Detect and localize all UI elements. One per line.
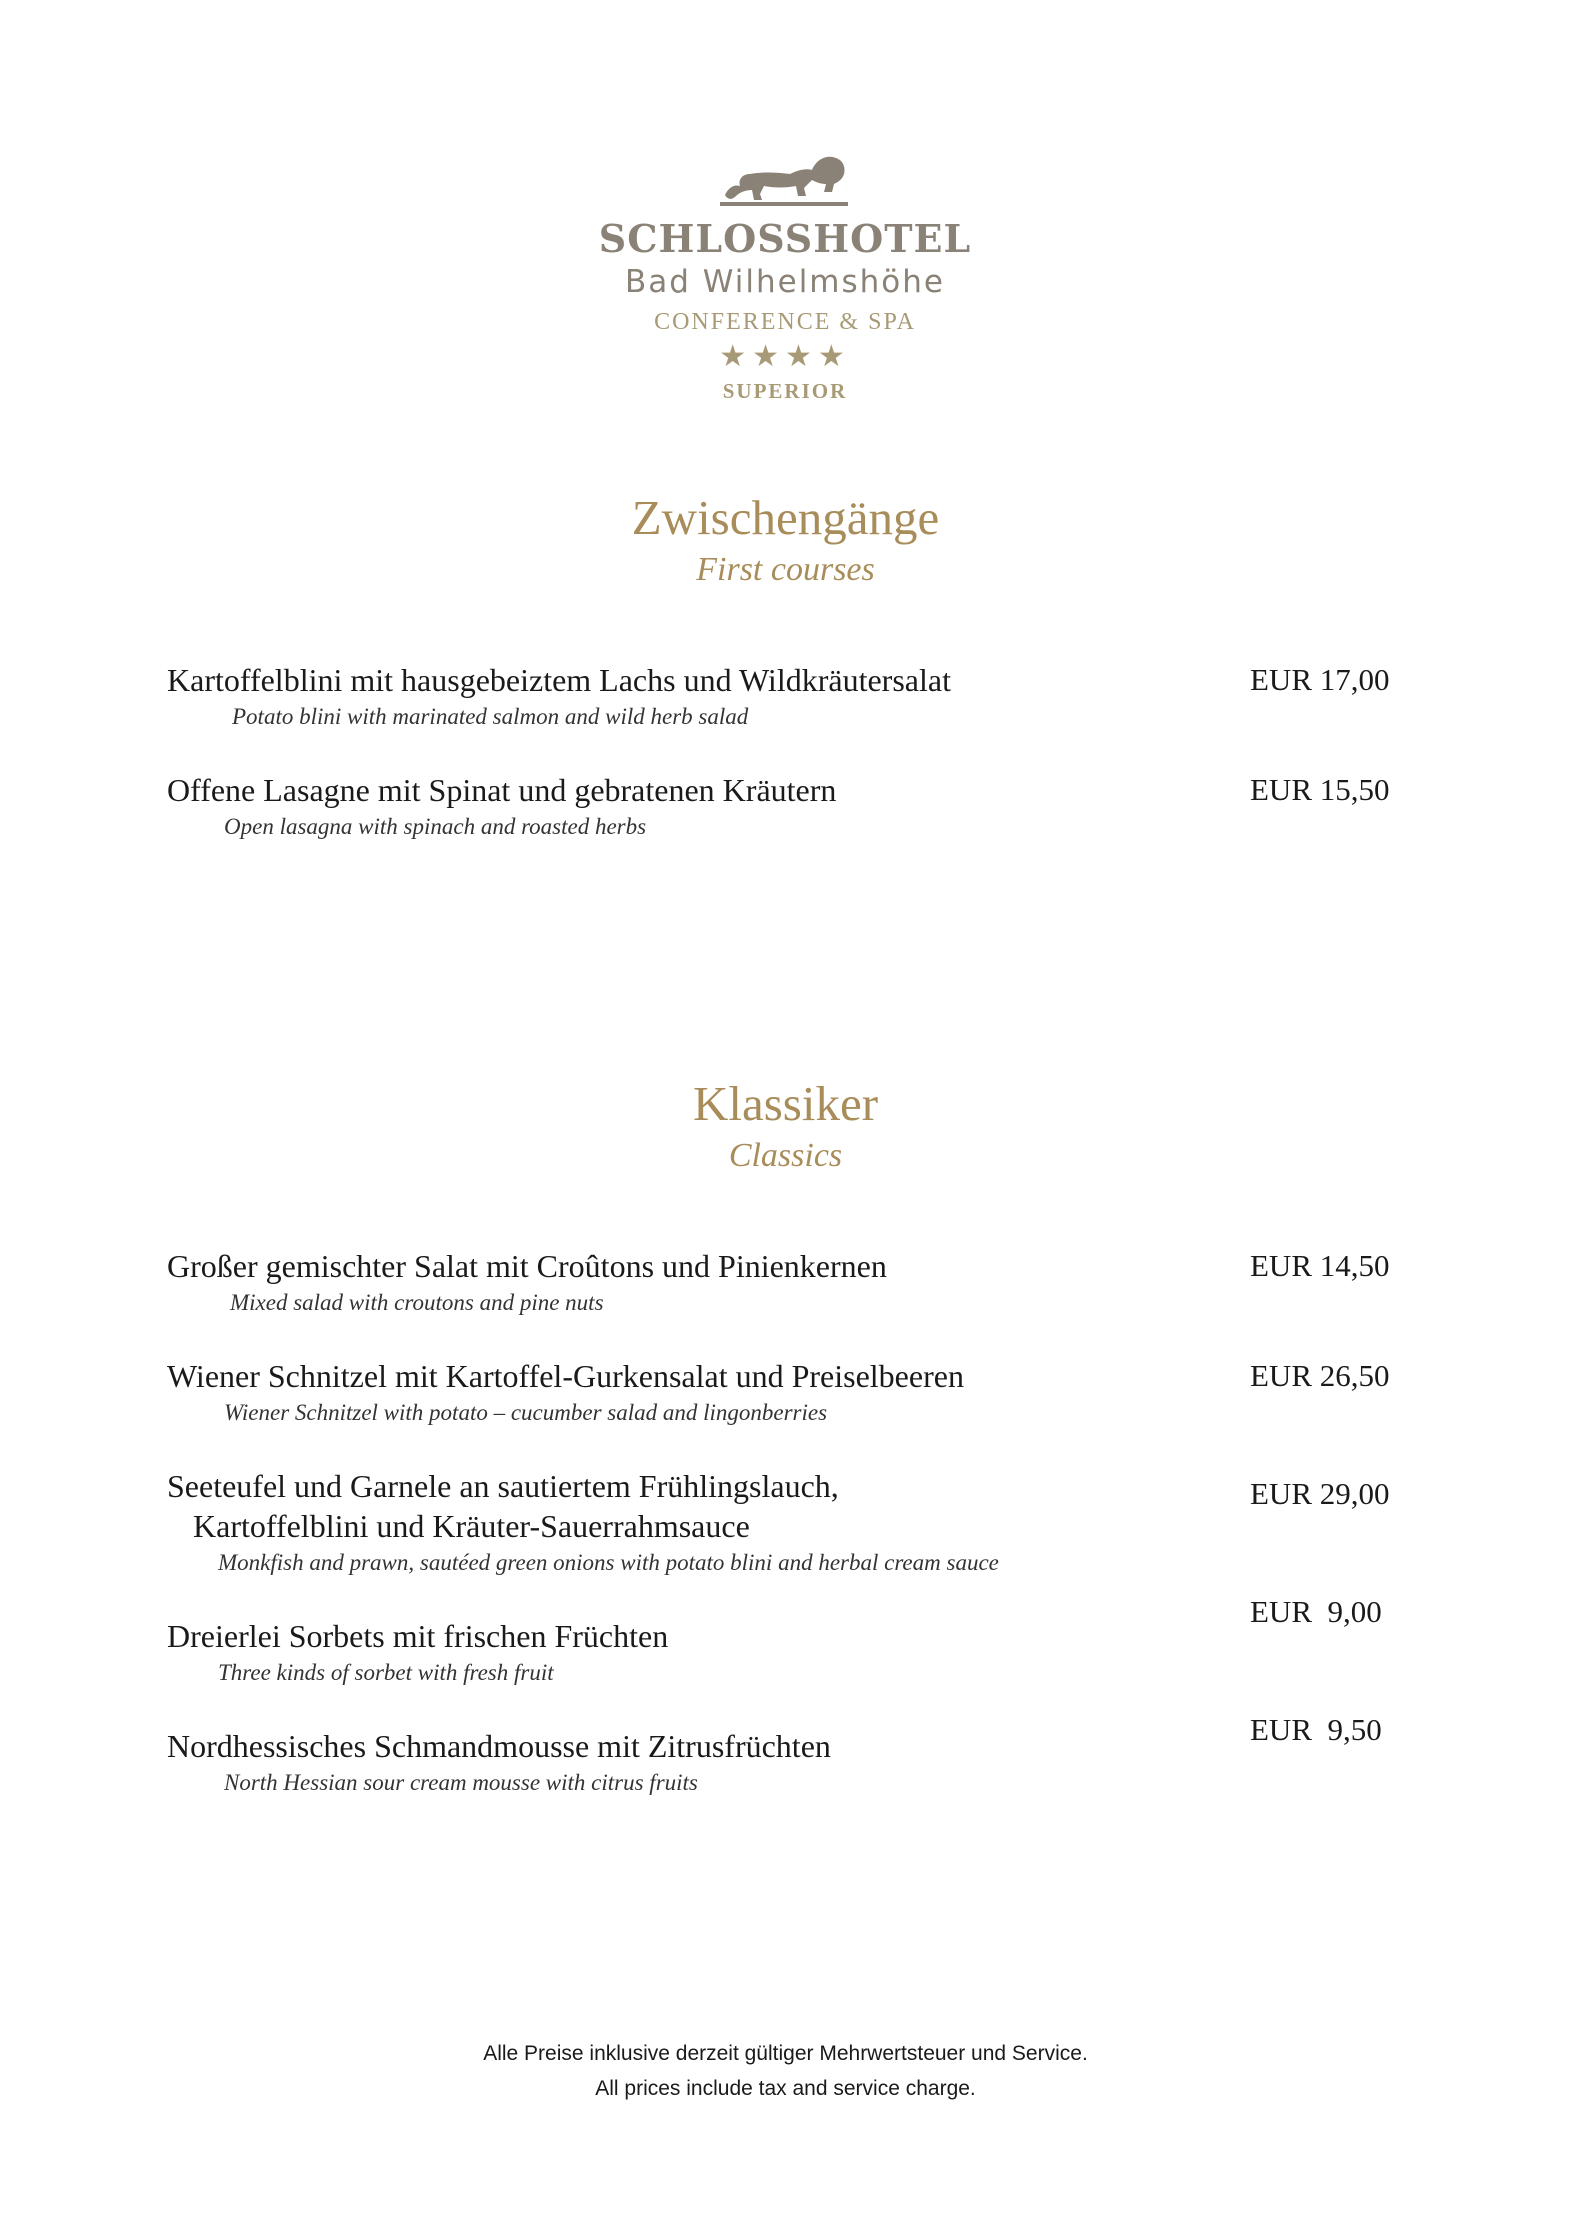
section-subtitle: First courses [696, 551, 875, 588]
section-title: Zwischengänge [631, 490, 940, 545]
logo-line-conference: CONFERENCE & SPA [654, 309, 916, 335]
section-subtitle: Classics [728, 1137, 843, 1174]
menu-item-translation: Open lasagna with spinach and roasted herbs [224, 814, 647, 839]
menu-item-translation: Three kinds of sorbet with fresh fruit [218, 1660, 554, 1685]
menu-item-translation: Potato blini with marinated salmon and wild herb salad [232, 704, 749, 729]
menu-item-name: Großer gemischter Salat mit Croûtons und Pinienkernen [167, 1248, 887, 1284]
lion-icon [720, 150, 850, 210]
menu-item-translation: Wiener Schnitzel with potato – cucumber salad and lingonberries [224, 1400, 828, 1425]
menu-item-name-continued: Kartoffelblini und Kräuter-Sauerrahmsauce [193, 1508, 750, 1544]
menu-item-price: EUR 15,50 [1250, 772, 1390, 807]
footer-note-de: Alle Preise inklusive derzeit gültiger Mehrwertsteuer und Service. [483, 2042, 1088, 2065]
menu-item-name: Nordhessisches Schmandmousse mit Zitrusfrüchten [167, 1728, 831, 1764]
menu-item-name: Wiener Schnitzel mit Kartoffel-Gurkensalat und Preiselbeeren [167, 1358, 964, 1394]
logo-line-superior: SUPERIOR [722, 379, 848, 403]
menu-item-name: Kartoffelblini mit hausgebeiztem Lachs und Wildkräutersalat [167, 662, 951, 698]
section-title: Klassiker [692, 1076, 879, 1131]
menu-item-translation: North Hessian sour cream mousse with citrus fruits [224, 1770, 698, 1795]
menu-item-price: EUR 26,50 [1250, 1358, 1390, 1393]
menu-item-name: Offene Lasagne mit Spinat und gebratenen Kräutern [167, 772, 837, 808]
menu-item-price: EUR 9,50 [1250, 1712, 1382, 1747]
menu-item-price: EUR 17,00 [1250, 662, 1390, 697]
menu-item-translation: Mixed salad with croutons and pine nuts [230, 1290, 604, 1315]
menu-item-name: Dreierlei Sorbets mit frischen Früchten [167, 1618, 669, 1654]
hotel-logo [520, 150, 1050, 408]
menu-item-price: EUR 29,00 [1250, 1476, 1390, 1511]
menu-item-name: Seeteufel und Garnele an sautiertem Frühlingslauch, [167, 1468, 839, 1504]
logo-line-location: Bad Wilhelmshöhe [624, 264, 945, 300]
footer-note-en: All prices include tax and service charge. [595, 2077, 976, 2100]
menu-item-price: EUR 9,00 [1250, 1594, 1382, 1629]
logo-stars: ★★★★ [719, 339, 851, 374]
logo-line-schlosshotel: SCHLOSSHOTEL [598, 216, 972, 261]
menu-item-translation: Monkfish and prawn, sautéed green onions with potato blini and herbal cream sauce [218, 1550, 999, 1575]
menu-item-price: EUR 14,50 [1250, 1248, 1390, 1283]
